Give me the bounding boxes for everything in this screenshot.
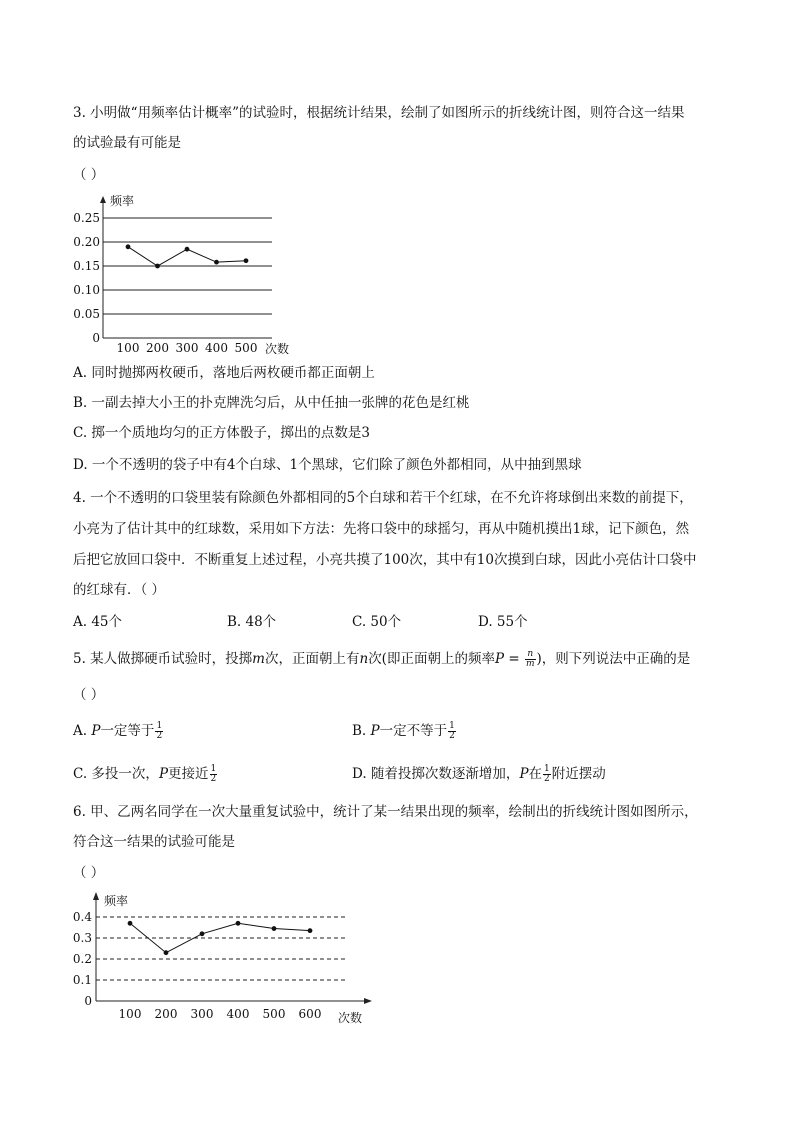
data-point: [236, 921, 241, 926]
data-point: [128, 921, 133, 926]
y-tick-label: 0.05: [73, 307, 100, 321]
q3-stem-line1: 3. 小明做“用频率估计概率”的试验时，根据统计结果，绘制了如图所示的折线统计图，则符合这一结果: [73, 105, 685, 121]
q5-option-a: A. P一定等于 $\frac{1}{2}$: [73, 721, 163, 741]
q5-option-b: B. P一定不等于 $\frac{1}{2}$: [352, 721, 455, 741]
y-axis-label: 频率: [104, 894, 129, 908]
q5-answer-paren: （ ）: [73, 687, 105, 703]
x-tick-label: 200: [146, 341, 169, 355]
q4-stem-line3: 后把它放回口袋中．不断重复上述过程，小亮共摸了100次，其中有10次摸到白球，因此小亮估计口袋中: [73, 552, 697, 568]
q5-stem-line1: 5. 某人做掷硬币试验时，投掷m次，正面朝上有n次(即正面朝上的频率P = $\frac{n}{m}$ )，则下列说法中正确的是: [73, 649, 691, 669]
y-axis-label: 频率: [110, 194, 135, 208]
y-tick-label: 0.4: [72, 910, 92, 924]
q3-option-b: B. 一副去掉大小王的扑克牌洗匀后，从中任抽一张牌的花色是红桃: [73, 395, 470, 411]
q3-option-c: C. 掷一个质地均匀的正方体骰子，掷出的点数是3: [73, 425, 371, 441]
q6-answer-paren: （ ）: [73, 865, 105, 881]
q3-stem-line2: 的试验最有可能是: [73, 135, 181, 151]
y-tick-label: 0.20: [73, 235, 100, 249]
x-axis-arrow: [364, 998, 372, 1004]
y-axis-arrow: [100, 196, 106, 203]
y-tick-label: 0.25: [73, 211, 100, 225]
q4-stem-line1: 4. 一个不透明的口袋里装有除颜色外都相同的5个白球和若干个红球，在不允许将球倒出来数的前提下，: [73, 490, 693, 506]
q6-stem-line2: 符合这一结果的试验可能是: [73, 834, 235, 850]
q6-stem-line1: 6. 甲、乙两名同学在一次大量重复试验中，统计了某一结果出现的频率，绘制出的折线统计图如图所示，: [73, 804, 698, 820]
q4-stem-line4: 的红球有．（ ）: [73, 582, 166, 598]
q3-answer-paren: （ ）: [73, 167, 105, 183]
data-point: [308, 928, 313, 933]
data-point: [185, 247, 190, 252]
chart-q6: [60, 885, 380, 1030]
y-tick-label: 0.10: [73, 283, 100, 297]
y-tick-label: 0.2: [72, 952, 92, 966]
q4-stem-line2: 小亮为了估计其中的红球数，采用如下方法：先将口袋中的球摇匀，再从中随机摸出1球，记下颜色，然: [73, 521, 690, 537]
q3-option-a: A. 同时抛掷两枚硬币，落地后两枚硬币都正面朝上: [73, 365, 375, 381]
data-point: [164, 950, 169, 955]
q5-option-d: D. 随着投掷次数逐渐增加，P在 $\frac{1}{2}$ 附近摆动: [352, 764, 606, 784]
data-point: [214, 260, 219, 265]
x-tick-label: 600: [298, 1007, 322, 1021]
data-point: [200, 931, 205, 936]
q5-option-c: C. 多投一次，P更接近 $\frac{1}{2}$: [73, 764, 217, 784]
fraction-n-over-m: $\frac{n}{m}$: [525, 649, 535, 669]
y-tick-label: 0: [92, 331, 100, 345]
x-axis-label: 次数: [338, 1011, 363, 1025]
y-tick-label: 0.15: [73, 259, 100, 273]
x-tick-label: 100: [118, 1007, 142, 1021]
data-point: [272, 926, 277, 931]
data-point: [126, 244, 131, 249]
q4-option-a: A. 45个: [73, 614, 123, 630]
q4-option-c: C. 50个: [352, 614, 402, 630]
x-tick-label: 500: [234, 341, 258, 355]
x-tick-label: 200: [154, 1007, 178, 1021]
data-point: [244, 258, 249, 263]
y-axis-arrow: [93, 892, 99, 900]
x-tick-label: 300: [175, 341, 199, 355]
x-tick-label: 500: [262, 1007, 286, 1021]
chart-q3: [60, 188, 310, 358]
x-tick-label: 400: [226, 1007, 250, 1021]
x-tick-label: 400: [205, 341, 228, 355]
q3-option-d: D. 一个不透明的袋子中有4个白球、1个黑球，它们除了颜色外都相同，从中抽到黑球: [73, 457, 582, 473]
x-tick-label: 300: [190, 1007, 214, 1021]
data-point: [155, 264, 160, 269]
q4-option-d: D. 55个: [478, 614, 528, 630]
x-axis-label: 次数: [265, 342, 290, 356]
series-line: [130, 923, 310, 952]
x-tick-label: 100: [116, 341, 140, 355]
y-tick-label: 0.1: [72, 973, 92, 987]
y-tick-label: 0: [84, 994, 92, 1008]
y-tick-label: 0.3: [72, 931, 92, 945]
q4-option-b: B. 48个: [227, 614, 277, 630]
